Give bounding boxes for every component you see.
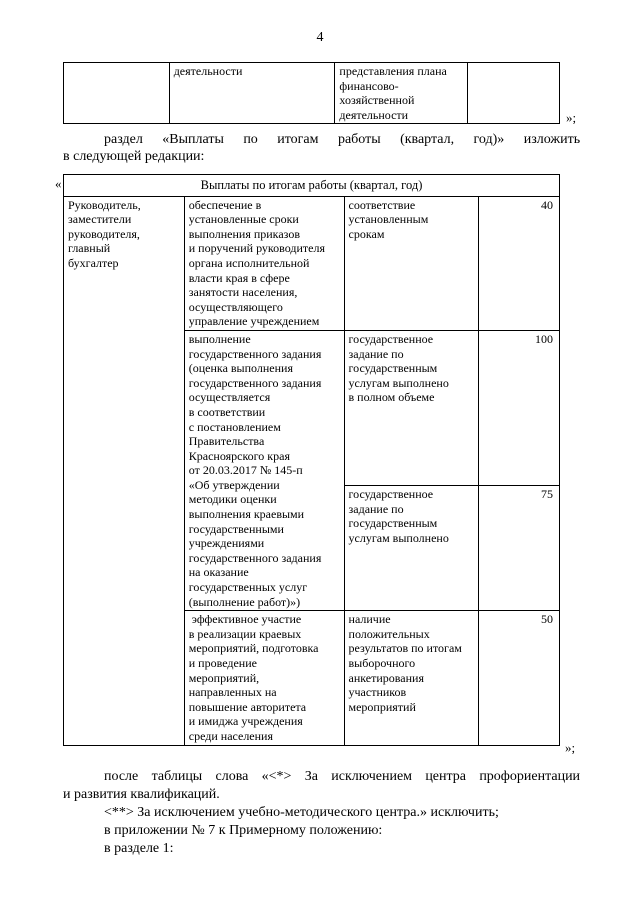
table-header: Выплаты по итогам работы (квартал, год) — [64, 175, 560, 197]
position-cell: Руководитель, заместители руководителя, главный бухгалтер — [64, 196, 185, 745]
continuation-table — [63, 62, 560, 124]
points-cell: 100 — [479, 330, 560, 485]
paragraph-line: раздел «Выплаты по итогам работы (квартал, год)» изложить — [104, 132, 581, 147]
table-cell — [335, 63, 468, 124]
table-cell — [64, 63, 170, 124]
opening-quote: « — [55, 176, 62, 191]
criterion-cell: эффективное участие в реализации краевых мероприятий, подготовка и проведение мероприятий, направленных на повышение авторитета и имиджа учреждения среди населения — [184, 611, 344, 745]
cell-line: финансово- — [339, 78, 399, 93]
points-cell: 40 — [479, 196, 560, 330]
paragraph-line: в приложении № 7 к Примерному положению: — [104, 823, 383, 838]
cell-line: деятельности — [339, 107, 409, 122]
points-cell: 50 — [479, 611, 560, 745]
condition-cell: соответствие установленным срокам — [344, 196, 479, 330]
table-row — [64, 196, 560, 330]
cell-line: хозяйственной — [339, 93, 415, 108]
condition-cell: наличие положительных результатов по итогам выборочного анкетирования участников мероприятий — [344, 611, 479, 745]
points-cell: 75 — [479, 485, 560, 610]
paragraph-line: после таблицы слова «<*> За исключением центра профориентации — [104, 769, 581, 784]
paragraph-line: в разделе 1: — [104, 841, 174, 856]
paragraph-line: в следующей редакции: — [63, 149, 205, 164]
table-cell — [468, 63, 560, 124]
closing-quote: »; — [565, 740, 576, 755]
table-cell: деятельности — [169, 63, 335, 124]
payments-table — [63, 174, 560, 746]
condition-cell: государственное задание по государственным услугам выполнено — [344, 485, 479, 610]
criterion-cell: обеспечение в установленные сроки выполнения приказов и поручений руководителя органа исполнительной власти края в сфере занятости населения, осуществляющего управление учреждением — [184, 196, 344, 330]
paragraph-line: <**> За исключением учебно-методического центра.» исключить; — [104, 805, 499, 820]
closing-quote: »; — [566, 110, 577, 125]
page-number: 4 — [316, 30, 324, 45]
cell-line: представления плана — [339, 64, 447, 78]
condition-cell: государственное задание по государственным услугам выполнено в полном объеме — [344, 330, 479, 485]
table-header-row — [64, 175, 560, 197]
paragraph-line: и развития квалификаций. — [63, 787, 220, 802]
criterion-cell: выполнение государственного задания (оценка выполнения государственного задания осуществляется в соответствии с постановлением Правительства Красноярского края от 20.03.2017 № 145-п «Об утверждении методики оценки выполнения краевыми государственными учреждениями государственного задания на оказание государственных услуг (выполнение работ)») — [184, 330, 344, 610]
table-row — [64, 63, 560, 124]
